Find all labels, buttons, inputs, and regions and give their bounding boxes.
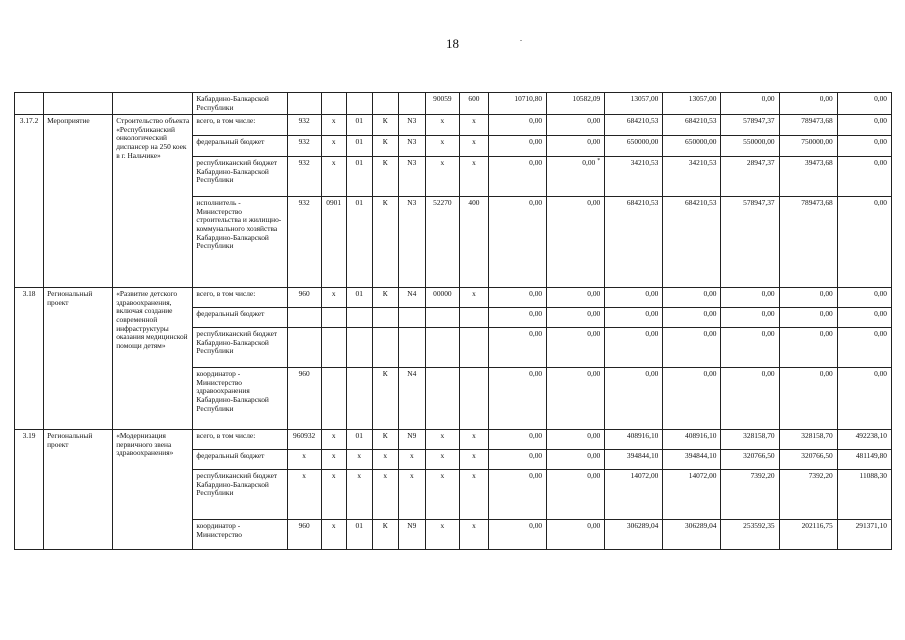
value-cell: 578947,37 — [721, 115, 779, 136]
value-cell — [398, 93, 425, 115]
value-cell: 34210,53 — [605, 157, 663, 197]
value-cell: x — [459, 470, 488, 520]
funding-source-cell: всего, в том числе: — [193, 288, 287, 308]
funding-source-cell: республиканский бюджет Кабардино-Балкарской Республики — [193, 157, 287, 197]
value-cell: 306289,04 — [663, 520, 721, 550]
value-cell: 0,00 — [605, 328, 663, 368]
value-cell: 291371,10 — [837, 520, 891, 550]
value-cell: x — [459, 115, 488, 136]
value-cell: 328158,70 — [779, 430, 837, 450]
value-cell: 932 — [287, 115, 321, 136]
value-cell: x — [321, 450, 346, 470]
value-cell: x — [321, 115, 346, 136]
value-cell — [346, 93, 372, 115]
value-cell: 0,00 — [837, 368, 891, 430]
value-cell: К — [372, 368, 398, 430]
row-name-cell — [113, 93, 193, 115]
value-cell: 0,00 — [837, 308, 891, 328]
value-cell — [459, 368, 488, 430]
value-cell: 320766,50 — [721, 450, 779, 470]
value-cell — [287, 93, 321, 115]
value-cell — [372, 308, 398, 328]
value-cell: N3 — [398, 197, 425, 288]
value-cell: 01 — [346, 136, 372, 157]
value-cell — [287, 328, 321, 368]
value-cell: 01 — [346, 288, 372, 308]
row-type-cell: Региональный проект — [44, 430, 113, 550]
value-cell — [321, 368, 346, 430]
value-cell: 0,00 — [547, 115, 605, 136]
value-cell: 0,00 — [488, 115, 546, 136]
value-cell: 0,00 — [837, 157, 891, 197]
value-cell: 0,00 — [488, 288, 546, 308]
value-cell: 0,00 — [605, 308, 663, 328]
value-cell: 13057,00 — [605, 93, 663, 115]
value-cell: 0,00 — [663, 368, 721, 430]
value-cell: 789473,68 — [779, 115, 837, 136]
row-type-cell: Мероприятие — [44, 115, 113, 288]
value-cell: 01 — [346, 115, 372, 136]
value-cell — [425, 308, 459, 328]
value-cell: 0901 — [321, 197, 346, 288]
row-name-cell: «Модернизация первичного звена здравоохранения» — [113, 430, 193, 550]
value-cell: 0,00 — [547, 308, 605, 328]
value-cell: 650000,00 — [663, 136, 721, 157]
value-cell — [459, 308, 488, 328]
value-cell: К — [372, 197, 398, 288]
value-cell: 0,00 — [605, 368, 663, 430]
value-cell: 481149,80 — [837, 450, 891, 470]
value-cell: x — [398, 470, 425, 520]
value-cell: N9 — [398, 430, 425, 450]
table-row — [15, 288, 892, 308]
value-cell: 684210,53 — [605, 115, 663, 136]
value-cell: x — [321, 430, 346, 450]
value-cell: 0,00 — [779, 93, 837, 115]
value-cell: 01 — [346, 197, 372, 288]
value-cell: x — [425, 450, 459, 470]
value-cell: N4 — [398, 288, 425, 308]
value-cell: 0,00 — [721, 308, 779, 328]
value-cell: x — [321, 136, 346, 157]
footnote-mark: * — [597, 158, 601, 165]
value-cell: К — [372, 157, 398, 197]
value-cell: N9 — [398, 520, 425, 550]
value-cell: К — [372, 136, 398, 157]
value-cell: 750000,00 — [779, 136, 837, 157]
row-name-cell: Строительство объекта «Республиканский онкологический диспансер на 250 коек в г. Нальчике» — [113, 115, 193, 288]
value-cell: 90059 — [425, 93, 459, 115]
value-cell: 202116,75 — [779, 520, 837, 550]
value-cell — [425, 368, 459, 430]
value-cell: 0,00 — [547, 197, 605, 288]
value-cell: К — [372, 115, 398, 136]
row-number-cell: 3.19 — [15, 430, 44, 550]
value-cell: 0,00 — [837, 288, 891, 308]
funding-source-cell: федеральный бюджет — [193, 450, 287, 470]
funding-source-cell: Кабардино-Балкарской Республики — [193, 93, 287, 115]
value-cell: 0,00 — [721, 328, 779, 368]
value-cell: 0,00 — [721, 93, 779, 115]
value-cell: 0,00 — [837, 136, 891, 157]
value-cell — [321, 93, 346, 115]
value-cell — [346, 368, 372, 430]
value-cell: 578947,37 — [721, 197, 779, 288]
value-cell — [398, 328, 425, 368]
value-cell: 932 — [287, 136, 321, 157]
value-cell: 492238,10 — [837, 430, 891, 450]
table-row — [15, 93, 892, 115]
value-cell: 0,00 — [488, 197, 546, 288]
value-cell: x — [459, 450, 488, 470]
value-cell: 01 — [346, 520, 372, 550]
value-cell: x — [425, 470, 459, 520]
value-cell — [459, 328, 488, 368]
value-cell: 0,00 — [779, 308, 837, 328]
value-cell: 328158,70 — [721, 430, 779, 450]
value-cell: 960 — [287, 288, 321, 308]
value-cell: 52270 — [425, 197, 459, 288]
value-cell: 0,00 — [663, 288, 721, 308]
value-cell: x — [459, 288, 488, 308]
value-cell: 01 — [346, 430, 372, 450]
page-number: 18 — [446, 36, 459, 51]
value-cell — [321, 328, 346, 368]
budget-table — [14, 92, 892, 550]
value-cell: 0,00 — [605, 288, 663, 308]
value-cell: 0,00 — [837, 328, 891, 368]
value-cell: 14072,00 — [663, 470, 721, 520]
value-cell: К — [372, 430, 398, 450]
value-cell: 0,00 — [837, 197, 891, 288]
value-cell: N3 — [398, 136, 425, 157]
value-cell: 34210,53 — [663, 157, 721, 197]
value-cell: 0,00 — [721, 288, 779, 308]
value-cell: x — [321, 157, 346, 197]
value-cell: x — [425, 136, 459, 157]
value-cell: 320766,50 — [779, 450, 837, 470]
value-cell: 0,00 — [837, 115, 891, 136]
value-cell: 0,00 — [663, 308, 721, 328]
value-cell: x — [346, 450, 372, 470]
value-cell: x — [287, 450, 321, 470]
value-cell: 960 — [287, 520, 321, 550]
value-cell: 0,00 — [721, 368, 779, 430]
value-cell: 11088,30 — [837, 470, 891, 520]
value-cell: 0,00 — [488, 430, 546, 450]
value-cell — [346, 328, 372, 368]
value-cell: x — [321, 288, 346, 308]
value-cell: x — [425, 115, 459, 136]
value-cell: 253592,35 — [721, 520, 779, 550]
value-cell: 0,00 — [779, 288, 837, 308]
table-row — [15, 430, 892, 450]
funding-source-cell: всего, в том числе: — [193, 115, 287, 136]
value-cell: N3 — [398, 157, 425, 197]
value-cell — [372, 328, 398, 368]
value-cell: 0,00 — [837, 93, 891, 115]
value-cell: x — [372, 470, 398, 520]
value-cell: 0,00 — [547, 430, 605, 450]
row-type-cell — [44, 93, 113, 115]
value-cell: x — [398, 450, 425, 470]
value-cell: x — [459, 430, 488, 450]
value-cell: 01 — [346, 157, 372, 197]
value-cell: К — [372, 288, 398, 308]
value-cell: 28947,37 — [721, 157, 779, 197]
value-cell: 684210,53 — [605, 197, 663, 288]
row-name-cell: «Развитие детского здравоохранения, включая создание современной инфраструктуры оказания медицинской помощи детям» — [113, 288, 193, 430]
value-cell: 650000,00 — [605, 136, 663, 157]
value-cell: 13057,00 — [663, 93, 721, 115]
value-cell: x — [321, 520, 346, 550]
value-cell: 0,00 — [547, 520, 605, 550]
funding-source-cell: исполнитель - Министерство строительства и жилищно-коммунального хозяйства Кабардино-Балкарской Республики — [193, 197, 287, 288]
value-cell: 00000 — [425, 288, 459, 308]
value-cell: 0,00 — [488, 470, 546, 520]
value-cell: 408916,10 — [663, 430, 721, 450]
funding-source-cell: всего, в том числе: — [193, 430, 287, 450]
value-cell: 932 — [287, 197, 321, 288]
value-cell: 0,00 — [488, 136, 546, 157]
value-cell: 10710,80 — [488, 93, 546, 115]
value-cell: x — [425, 520, 459, 550]
row-type-cell: Региональный проект — [44, 288, 113, 430]
funding-source-cell: республиканский бюджет Кабардино-Балкарской Республики — [193, 328, 287, 368]
value-cell: 0,00 — [488, 328, 546, 368]
value-cell: 684210,53 — [663, 197, 721, 288]
table-row — [15, 115, 892, 136]
value-cell: 39473,68 — [779, 157, 837, 197]
value-cell: 400 — [459, 197, 488, 288]
value-cell: x — [425, 157, 459, 197]
value-cell: 0,00 — [488, 368, 546, 430]
value-cell: 0,00 — [547, 288, 605, 308]
value-cell: 0,00 — [779, 368, 837, 430]
row-number-cell: 3.17.2 — [15, 115, 44, 288]
value-cell: x — [321, 470, 346, 520]
value-cell: 408916,10 — [605, 430, 663, 450]
funding-source-cell: координатор - Министерство здравоохранения Кабардино-Балкарской Республики — [193, 368, 287, 430]
value-cell: 0,00 — [779, 328, 837, 368]
value-cell: 10582,09 — [547, 93, 605, 115]
value-cell — [346, 308, 372, 328]
value-cell: 550000,00 — [721, 136, 779, 157]
value-cell: N3 — [398, 115, 425, 136]
value-cell — [372, 93, 398, 115]
value-cell: 14072,00 — [605, 470, 663, 520]
value-cell: 0,00 — [488, 450, 546, 470]
value-cell: 7392,20 — [779, 470, 837, 520]
funding-source-cell: республиканский бюджет Кабардино-Балкарской Республики — [193, 470, 287, 520]
value-cell — [425, 328, 459, 368]
value-cell: 394844,10 — [663, 450, 721, 470]
value-cell: 960 — [287, 368, 321, 430]
value-cell: x — [346, 470, 372, 520]
value-cell: 600 — [459, 93, 488, 115]
value-cell: 0,00 — [488, 308, 546, 328]
value-cell: 0,00 — [547, 368, 605, 430]
value-cell: 932 — [287, 157, 321, 197]
value-cell: 0,00 — [547, 328, 605, 368]
value-cell: 0,00 — [488, 157, 546, 197]
value-cell: 306289,04 — [605, 520, 663, 550]
funding-source-cell: федеральный бюджет — [193, 136, 287, 157]
value-cell: 0,00 — [547, 450, 605, 470]
value-cell: x — [459, 520, 488, 550]
value-cell: 960932 — [287, 430, 321, 450]
value-cell: x — [287, 470, 321, 520]
value-cell: 0,00 — [547, 136, 605, 157]
funding-source-cell: координатор - Министерство — [193, 520, 287, 550]
row-number-cell: 3.18 — [15, 288, 44, 430]
value-cell — [321, 308, 346, 328]
value-cell: N4 — [398, 368, 425, 430]
value-cell: 0,00 — [547, 470, 605, 520]
value-cell: 7392,20 — [721, 470, 779, 520]
value-cell: x — [459, 157, 488, 197]
value-cell: 789473,68 — [779, 197, 837, 288]
value-cell: 0,00 — [663, 328, 721, 368]
row-number-cell — [15, 93, 44, 115]
value-cell: К — [372, 520, 398, 550]
value-cell: 684210,53 — [663, 115, 721, 136]
value-cell — [287, 308, 321, 328]
value-cell: x — [425, 430, 459, 450]
value-cell: x — [459, 136, 488, 157]
value-cell — [398, 308, 425, 328]
value-cell: 394844,10 — [605, 450, 663, 470]
value-cell: 0,00 * — [547, 157, 605, 197]
value-cell: x — [372, 450, 398, 470]
value-cell: 0,00 — [488, 520, 546, 550]
funding-source-cell: федеральный бюджет — [193, 308, 287, 328]
